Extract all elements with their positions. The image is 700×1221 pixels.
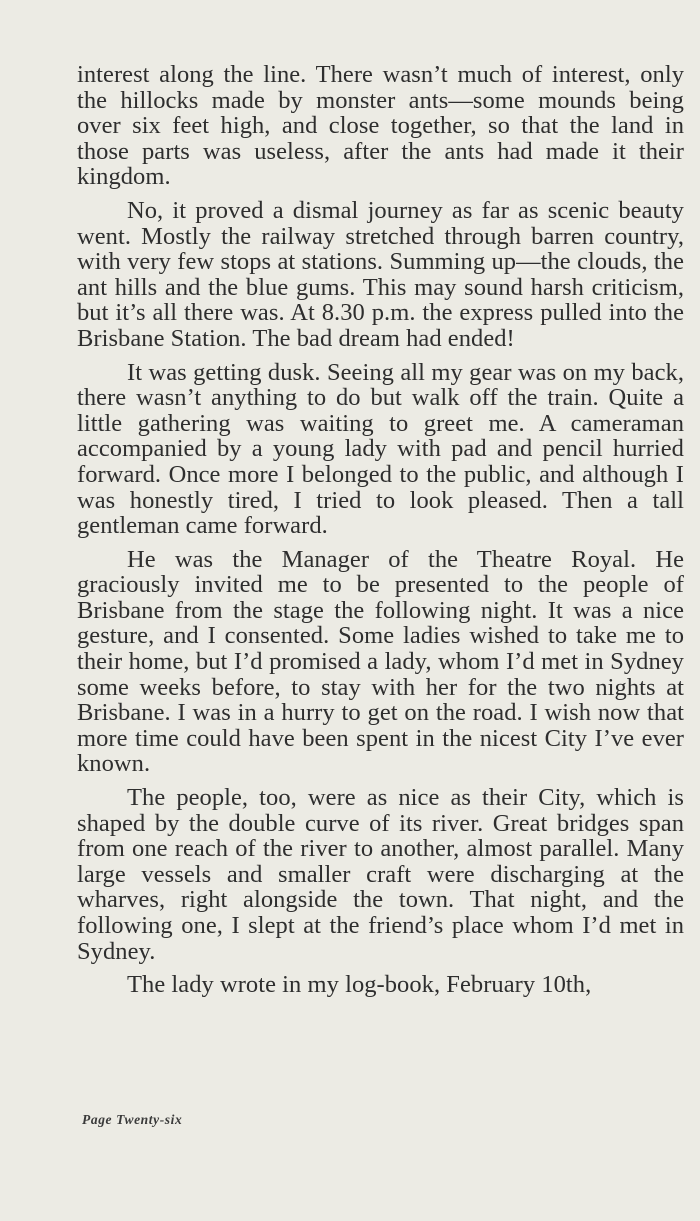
- page-number: Page Twenty-six: [82, 1112, 183, 1127]
- paragraph-brisbane-city: The people, too, were as nice as their City, which is shaped by the double curve of its river. Great bridges span from one reach of the river to another, almost parallel. Many large vessels and smaller craft were discharging at the wharves, right alongside the town. That night, and the following one, I slept at the friend’s place whom I’d met in Sydney.: [77, 784, 684, 965]
- paragraph-arrival: It was getting dusk. Seeing all my gear was on my back, there wasn’t anything to do but walk off the train. Quite a little gathering was waiting to greet me. A cameraman accompanied by a young lady with pad and pencil hurried forward. Once more I belonged to the public, and although I was honestly tired, I tried to look pleased. Then a tall gentleman came forward.: [77, 358, 684, 540]
- paragraph-theatre-manager: He was the Manager of the Theatre Royal. He graciously invited me to be presented to the people of Brisbane from the stage the following night. It was a nice gesture, and I consented. Some ladies wished to take me to their home, but I’d promised a lady, whom I’d met in Sydney some weeks before, to stay with her for the two nights at Brisbane. I was in a hurry to get on the road. I wish now that more time could have been spent in the nicest City I’ve ever known.: [77, 545, 684, 778]
- paragraph-continuation: interest along the line. There wasn’t much of interest, only the hillocks made by monster ants—some mounds being over six feet high, and close together, so that the land in those parts was useless, after the ants had made it their kingdom.: [77, 61, 684, 191]
- paragraph-dismal-journey: No, it proved a dismal journey as far as scenic beauty went. Mostly the railway stretched through barren country, with very few stops at stations. Summing up—the clouds, the ant hills and the blue gums. This may sound harsh criticism, but it’s all there was. At 8.30 p.m. the express pulled into the Brisbane Station. The bad dream had ended!: [77, 196, 684, 352]
- paragraph-log-book: The lady wrote in my log-book, February 10th,: [127, 971, 592, 999]
